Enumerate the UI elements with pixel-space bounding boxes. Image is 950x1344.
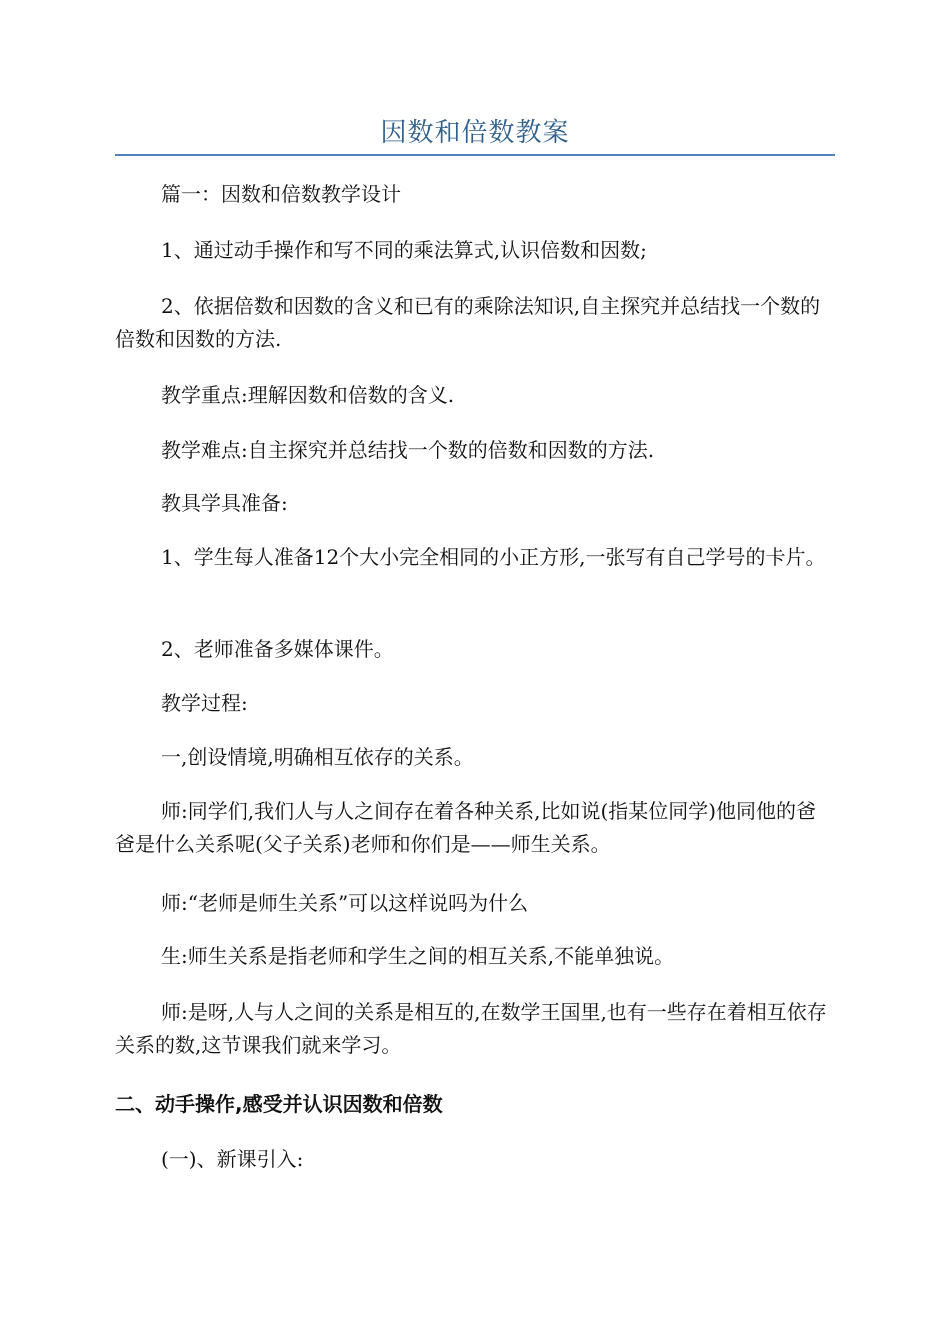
paragraph: 1、通过动手操作和写不同的乘法算式,认识倍数和因数; <box>161 238 647 262</box>
paragraph: (一)、新课引入: <box>161 1147 304 1171</box>
paragraph: 师:“老师是师生关系”可以这样说吗为什么 <box>161 891 529 915</box>
paragraph: 生:师生关系是指老师和学生之间的相互关系,不能单独说。 <box>161 944 675 968</box>
paragraph: 师:同学们,我们人与人之间存在着各种关系,比如说(指某位同学)他同他的爸爸是什么关系呢(父子关系)老师和你们是——师生关系。 <box>115 799 817 856</box>
paragraph: 教具学具准备: <box>161 491 288 515</box>
paragraph: 1、学生每人准备12个大小完全相同的小正方形,一张写有自己学号的卡片。 <box>161 545 826 569</box>
document-title: 因数和倍数教案 <box>380 118 570 148</box>
paragraph: 篇一：因数和倍数教学设计 <box>161 182 401 206</box>
paragraph: 教学难点:自主探究并总结找一个数的倍数和因数的方法. <box>161 438 655 462</box>
section-heading: 二、动手操作,感受并认识因数和倍数 <box>115 1092 443 1116</box>
paragraph: 2、老师准备多媒体课件。 <box>161 637 394 661</box>
paragraph: 教学过程: <box>161 691 248 715</box>
paragraph: 师:是呀,人与人之间的关系是相互的,在数学王国里,也有一些存在着相互依存关系的数,这节课我们就来学习。 <box>115 1000 827 1057</box>
title-underline <box>115 154 835 156</box>
paragraph: 2、依据倍数和因数的含义和已有的乘除法知识,自主探究并总结找一个数的倍数和因数的方法. <box>115 294 821 351</box>
paragraph: 教学重点:理解因数和倍数的含义. <box>161 383 455 407</box>
paragraph: 一,创设情境,明确相互依存的关系。 <box>161 745 474 769</box>
